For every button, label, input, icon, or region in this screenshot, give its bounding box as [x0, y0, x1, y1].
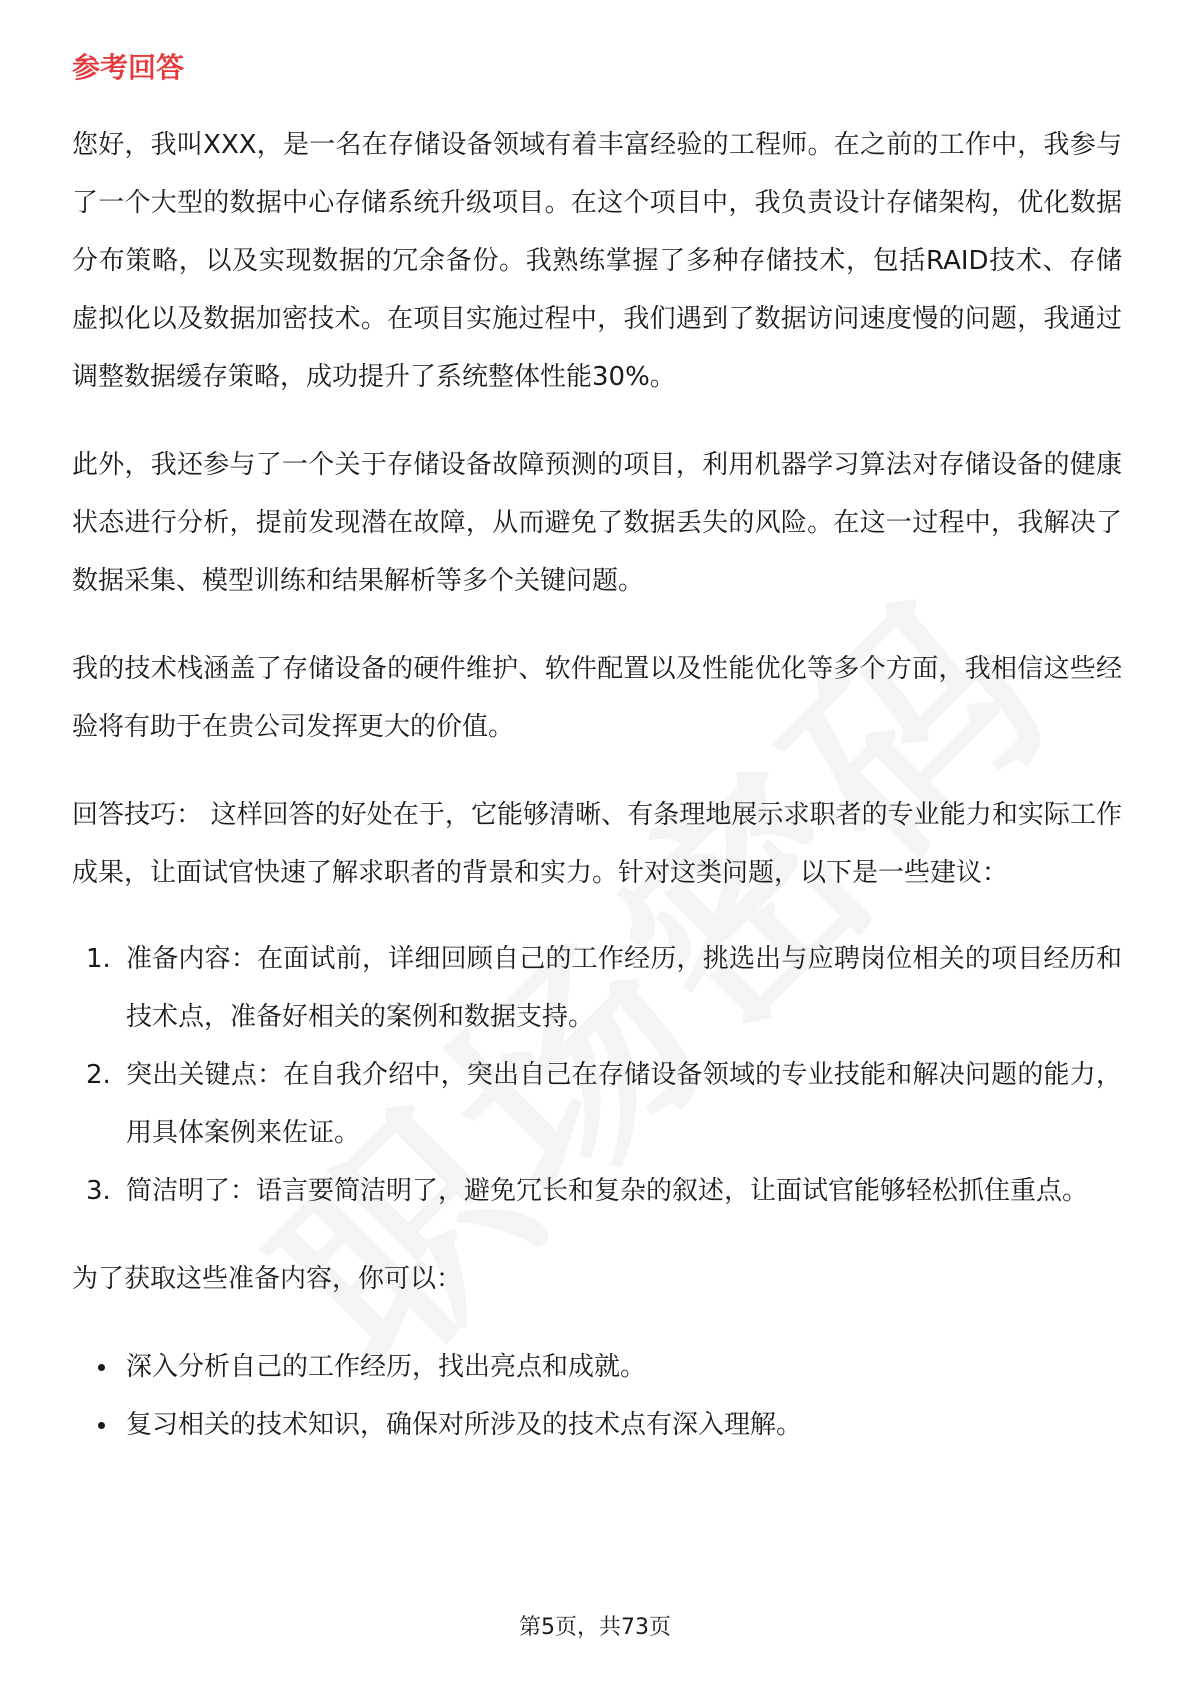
prep-bullet-list: [72, 1338, 1122, 1454]
bullet-item: [72, 1338, 1122, 1396]
list-number: 3.: [86, 1176, 111, 1206]
list-number: 2.: [86, 1060, 111, 1090]
tips-list-item: [72, 1046, 1122, 1162]
tips-list-item: [72, 1162, 1122, 1220]
bullet-text: 复习相关的技术知识，确保对所涉及的技术点有深入理解。: [126, 1410, 803, 1440]
bullet-text: 深入分析自己的工作经历，找出亮点和成就。: [126, 1352, 647, 1382]
answer-paragraph-2: 此外，我还参与了一个关于存储设备故障预测的项目，利用机器学习算法对存储设备的健康状态进行分析，提前发现潜在故障，从而避免了数据丢失的风险。在这一过程中，我解决了数据采集、模型训练和结果解析等多个关键问题。: [72, 450, 1122, 596]
prep-intro: 为了获取这些准备内容，你可以：: [72, 1264, 463, 1294]
tips-list-item: [72, 930, 1122, 1046]
bullet-item: [72, 1396, 1122, 1454]
tips-paragraph: 回答技巧： 这样回答的好处在于，它能够清晰、有条理地展示求职者的专业能力和实际工作成果，让面试官快速了解求职者的背景和实力。针对这类问题，以下是一些建议：: [72, 800, 1122, 888]
list-item-text: 简洁明了：语言要简洁明了，避免冗长和复杂的叙述，让面试官能够轻松抓住重点。: [126, 1176, 1089, 1206]
bullet-dot-icon: [98, 1422, 105, 1429]
answer-paragraph-3: 我的技术栈涵盖了存储设备的硬件维护、软件配置以及性能优化等多个方面，我相信这些经验将有助于在贵公司发挥更大的价值。: [72, 654, 1122, 742]
answer-content: [72, 116, 1122, 1454]
page-footer: 第5页，共73页: [519, 1615, 671, 1640]
bullet-dot-icon: [98, 1364, 105, 1371]
section-title: 参考回答: [72, 51, 185, 84]
tips-list: [72, 930, 1122, 1220]
list-item-text: 准备内容：在面试前，详细回顾自己的工作经历，挑选出与应聘岗位相关的项目经历和技术点，准备好相关的案例和数据支持。: [126, 944, 1122, 1032]
answer-paragraph-1: 您好，我叫XXX，是一名在存储设备领域有着丰富经验的工程师。在之前的工作中，我参与了一个大型的数据中心存储系统升级项目。在这个项目中，我负责设计存储架构，优化数据分布策略，以及实现数据的冗余备份。我熟练掌握了多种存储技术，包括RAID技术、存储虚拟化以及数据加密技术。在项目实施过程中，我们遇到了数据访问速度慢的问题，我通过调整数据缓存策略，成功提升了系统整体性能30%。: [72, 130, 1122, 392]
list-number: 1.: [86, 944, 111, 974]
list-item-text: 突出关键点：在自我介绍中，突出自己在存储设备领域的专业技能和解决问题的能力，用具体案例来佐证。: [126, 1060, 1122, 1148]
